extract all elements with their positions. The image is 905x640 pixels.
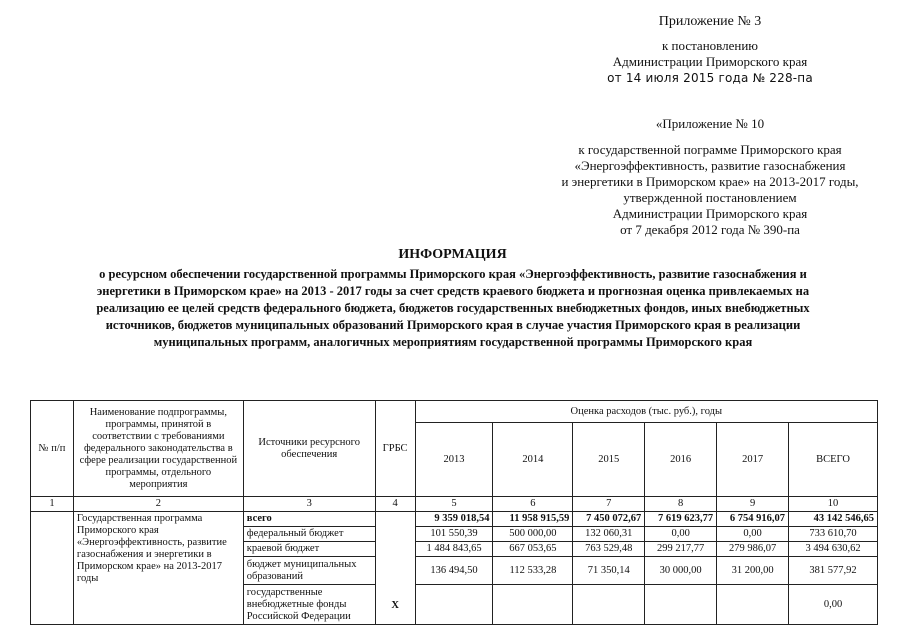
- value-cell: 101 550,39: [415, 527, 493, 542]
- value-cell: 11 958 915,59: [493, 512, 573, 527]
- column-number: 6: [493, 497, 573, 512]
- appendix-10-block: [530, 116, 890, 238]
- column-number: 2: [73, 497, 243, 512]
- column-number: 5: [415, 497, 493, 512]
- value-cell: [717, 585, 789, 625]
- value-cell: 279 986,07: [717, 542, 789, 557]
- appendix-3-line: Администрации Приморского края: [612, 54, 808, 69]
- source-extrabudgetary: государственные внебюджетные фонды Российской Федерации: [243, 585, 375, 625]
- source-federal: федеральный бюджет: [243, 527, 375, 542]
- info-line: о ресурсном обеспечении государственной программы Приморского края «Энергоэффективность, развитие газоснабжения и: [99, 267, 807, 281]
- header-year: 2015: [573, 423, 645, 497]
- header-total: ВСЕГО: [789, 423, 878, 497]
- value-cell: 667 053,65: [493, 542, 573, 557]
- value-cell: 0,00: [645, 527, 717, 542]
- source-regional: краевой бюджет: [243, 542, 375, 557]
- column-number: 3: [243, 497, 375, 512]
- value-cell: [573, 585, 645, 625]
- column-number: 4: [375, 497, 415, 512]
- program-name: Государственная программа Приморского края «Энергоэффективность, развитие газоснабжения и энергетики в Приморском крае» на 2013-2017 годы: [73, 512, 243, 625]
- value-cell: 7 450 072,67: [573, 512, 645, 527]
- value-cell: 7 619 623,77: [645, 512, 717, 527]
- column-number: 10: [789, 497, 878, 512]
- header-sources: Источники ресурсного обеспечения: [243, 401, 375, 497]
- header-year: 2016: [645, 423, 717, 497]
- value-cell: 381 577,92: [789, 557, 878, 585]
- source-total: всего: [243, 512, 375, 527]
- value-cell: 0,00: [789, 585, 878, 625]
- value-cell: 112 533,28: [493, 557, 573, 585]
- value-cell: 6 754 916,07: [717, 512, 789, 527]
- info-line: энергетики в Приморском крае» на 2013 - 2017 годы за счет средств краевого бюджета и прогнозная оценка привлекаемых на: [96, 284, 810, 298]
- header-estimate: Оценка расходов (тыс. руб.), годы: [415, 401, 877, 423]
- info-description: [18, 266, 888, 351]
- info-line: реализацию ее целей средств федерального бюджета, бюджетов государственных внебюджетных фондов, иных внебюджетных: [96, 301, 810, 315]
- value-cell: 500 000,00: [493, 527, 573, 542]
- appendix-3-line: к постановлению: [661, 38, 759, 53]
- value-cell: [645, 585, 717, 625]
- header-year: 2014: [493, 423, 573, 497]
- appendix-3-block: [560, 14, 860, 86]
- appendix-3-date: от 14 июля 2015 года № 228-па: [607, 71, 813, 85]
- appendix-10-line: и энергетики в Приморском крае» на 2013-2017 годы,: [561, 174, 859, 189]
- appendix-10-title: «Приложение № 10: [655, 116, 765, 131]
- appendix-10-line: утвержденной постановлением: [623, 190, 797, 205]
- appendix-10-line: к государственной пограмме Приморского края: [578, 142, 842, 157]
- column-number: 8: [645, 497, 717, 512]
- value-cell: [493, 585, 573, 625]
- header-grbs: ГРБС: [375, 401, 415, 497]
- row-number-cell: [31, 512, 74, 625]
- info-heading: ИНФОРМАЦИЯ: [398, 247, 507, 262]
- column-number: 9: [717, 497, 789, 512]
- value-cell: 136 494,50: [415, 557, 493, 585]
- appendix-10-line: от 7 декабря 2012 года № 390-па: [620, 222, 800, 237]
- value-cell: 0,00: [717, 527, 789, 542]
- value-cell: 31 200,00: [717, 557, 789, 585]
- header-name: Наименование подпрограммы, программы, принятой в соответствии с требованиями федерального законодательства в сфере реализации государственной программы, отдельного мероприятия: [73, 401, 243, 497]
- value-cell: [415, 585, 493, 625]
- header-year: 2013: [415, 423, 493, 497]
- header-num: № п/п: [31, 401, 74, 497]
- column-number: 1: [31, 497, 74, 512]
- value-cell: 9 359 018,54: [415, 512, 493, 527]
- resource-table: [30, 400, 878, 625]
- value-cell: 733 610,70: [789, 527, 878, 542]
- value-cell: 43 142 546,65: [789, 512, 878, 527]
- value-cell: 30 000,00: [645, 557, 717, 585]
- appendix-10-line: Администрации Приморского края: [612, 206, 808, 221]
- grbs-mark: Х: [375, 512, 415, 625]
- value-cell: 132 060,31: [573, 527, 645, 542]
- header-year: 2017: [717, 423, 789, 497]
- value-cell: 71 350,14: [573, 557, 645, 585]
- info-line: муниципальных программ, аналогичных мероприятиям государственной программы Приморского края: [153, 335, 753, 349]
- column-number: 7: [573, 497, 645, 512]
- value-cell: 763 529,48: [573, 542, 645, 557]
- value-cell: 299 217,77: [645, 542, 717, 557]
- value-cell: 1 484 843,65: [415, 542, 493, 557]
- source-municipal: бюджет муниципальных образований: [243, 557, 375, 585]
- value-cell: 3 494 630,62: [789, 542, 878, 557]
- appendix-3-title: Приложение № 3: [658, 14, 762, 29]
- appendix-10-line: «Энергоэффективность, развитие газоснабжения: [574, 158, 846, 173]
- info-line: источников, бюджетов муниципальных образований Приморского края в случае участия Приморского края в реализации: [105, 318, 801, 332]
